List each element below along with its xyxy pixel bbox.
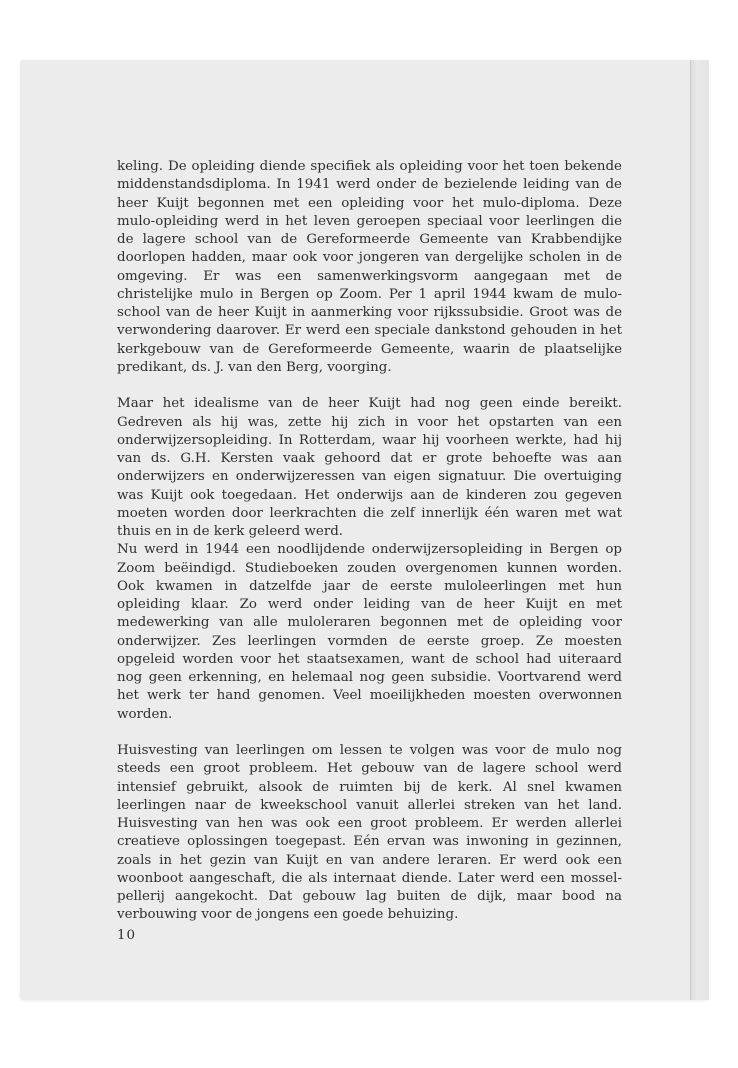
- paragraph-3: Nu werd in 1944 een noodlijdende onderwijzersopleiding in Bergen op Zoom beëindigd. Studieboeken zouden overgenomen kunnen worden. Ook kwamen in datzelfde jaar de eerste muloleerlingen met hun opleiding klaar. Zo werd onder leiding van de heer Kuijt en met medewerking van alle muloleraren begonnen met de opleiding voor onderwijzer. Zes leerlingen vormden de eerste groep. Ze moesten opgeleid worden voor het staatsexamen, want de school had uiteraard nog geen erkenning, en helemaal nog geen subsidie. Voortvarend werd het werk ter hand genomen. Veel moeilijkheden moesten overwonnen worden.: [117, 542, 622, 722]
- paragraph-4: Huisvesting van leerlingen om lessen te volgen was voor de mulo nog steeds een groot probleem. Het gebouw van de lagere school werd intensief gebruikt, alsook de ruimten bij de kerk. Al snel kwamen leerlingen naar de kweekschool vanuit allerlei streken van het land. Huisvesting van hen was ook een groot probleem. Er werden allerlei creatieve oplossingen toegepast. Eén ervan was inwoning in gezinnen, zoals in het gezin van Kuijt en van andere leraren. Er werd ook een woonboot aangeschaft, die als internaat diende. Later werd een mosselpellerij aangekocht. Dat gebouw lag buiten de dijk, maar bood na verbouwing voor de jongens een goede behuizing.: [117, 743, 622, 923]
- page-edge: [690, 60, 709, 1000]
- page-number: 10: [117, 928, 137, 943]
- body-text: [117, 158, 622, 925]
- paragraph-2: Maar het idealisme van de heer Kuijt had nog geen einde bereikt. Gedreven als hij was, zette hij zich in voor het opstarten van een onderwijzersopleiding. In Rotterdam, waar hij voorheen werkte, had hij van ds. G.H. Kersten vaak gehoord dat er grote behoefte was aan onderwijzers en onderwijzeressen van eigen signatuur. Die overtuiging was Kuijt ook toegedaan. Het onderwijs aan de kinderen zou gegeven moeten worden door leerkrachten die zelf innerlijk één waren met wat thuis en in de kerk geleerd werd.: [117, 396, 622, 539]
- paragraph-1: keling. De opleiding diende specifiek als opleiding voor het toen bekende middenstandsdiploma. In 1941 werd onder de bezielende leiding van de heer Kuijt begonnen met een opleiding voor het mulo-diploma. Deze mulo-opleiding werd in het leven geroepen speciaal voor leerlingen die de lagere school van de Gereformeerde Gemeente van Krabbendijke doorlopen hadden, maar ook voor jongeren van dergelijke scholen in de omgeving. Er was een samenwerkingsvorm aangegaan met de christelijke mulo in Bergen op Zoom. Per 1 april 1944 kwam de mulo-school van de heer Kuijt in aanmerking voor rijkssubsidie. Groot was de verwondering daarover. Er werd een speciale dankstond gehouden in het kerkgebouw van de Gereformeerde Gemeente, waarin de plaatselijke predikant, ds. J. van den Berg, voorging.: [117, 159, 622, 375]
